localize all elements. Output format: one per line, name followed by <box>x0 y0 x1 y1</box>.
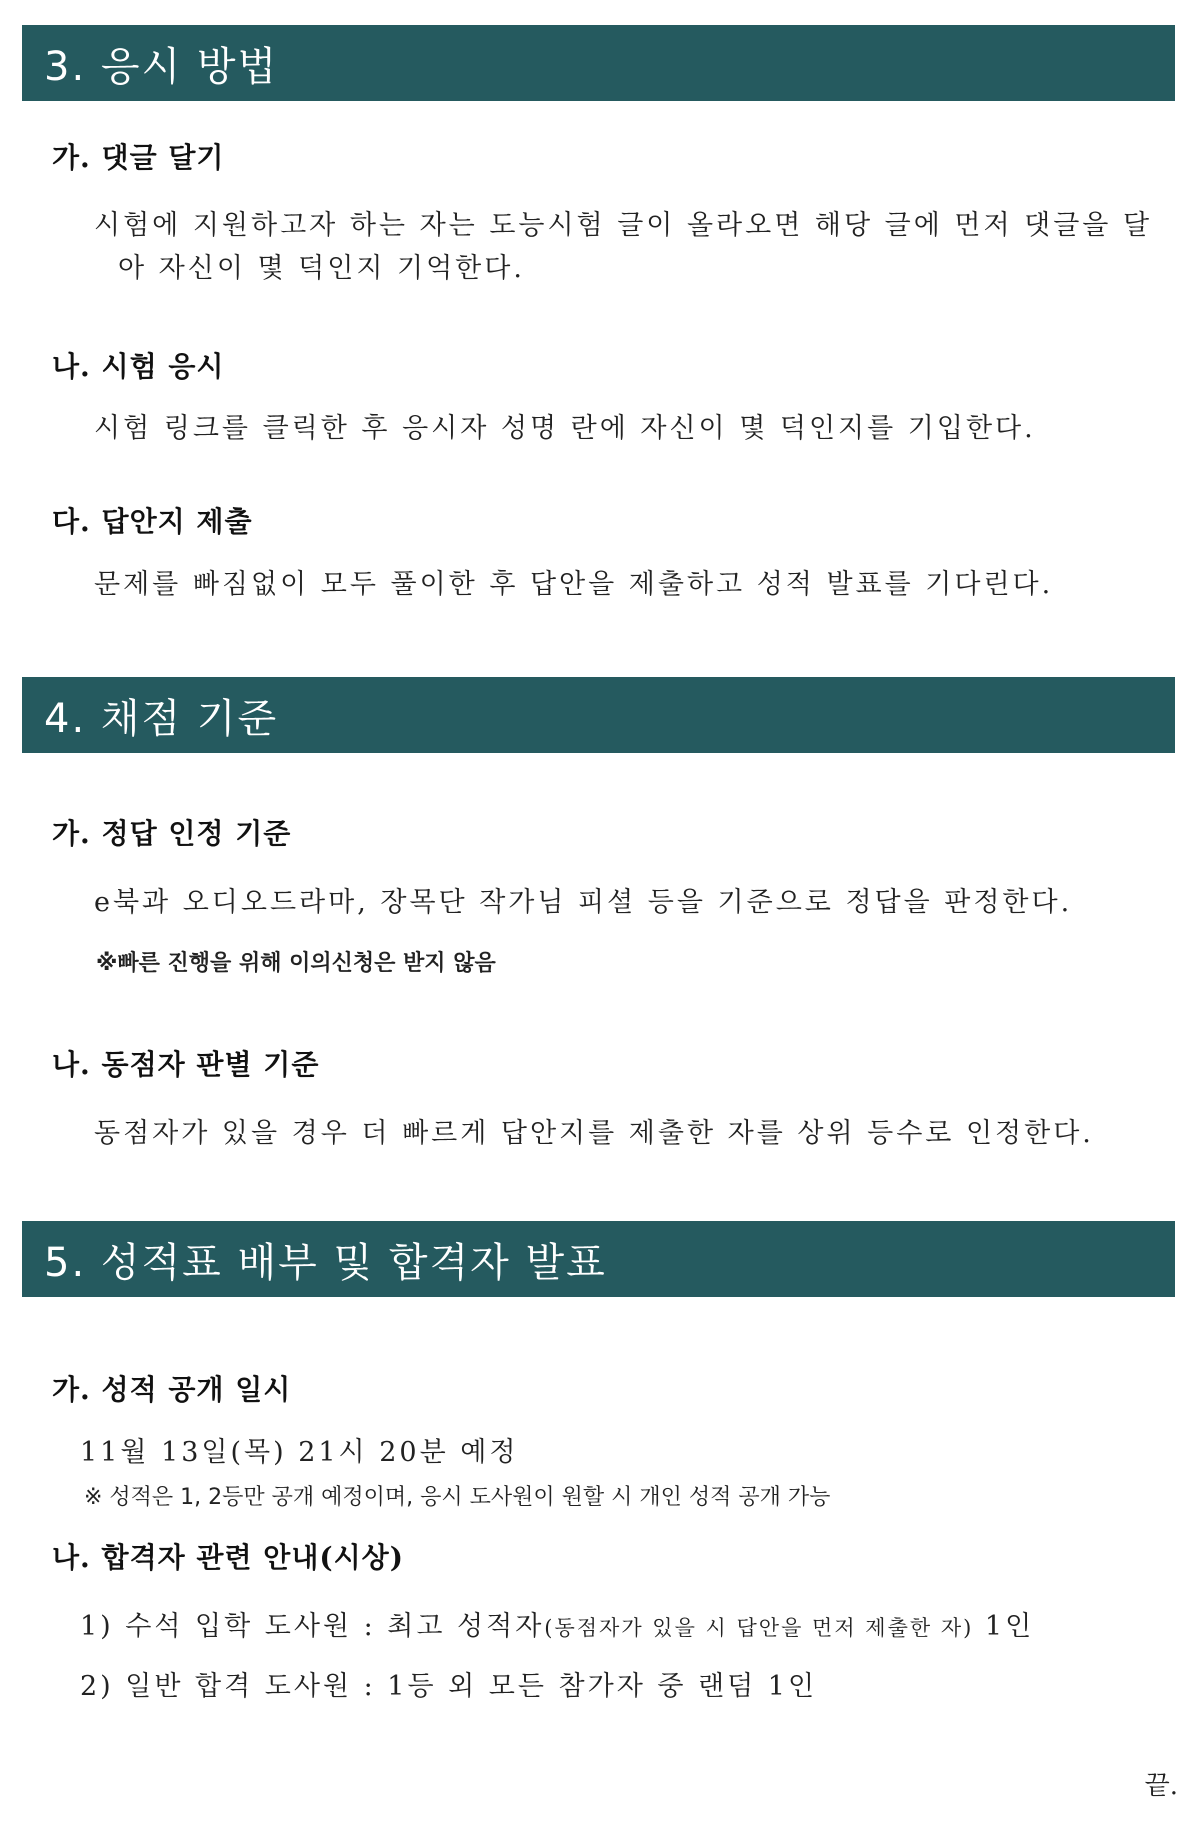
section-3-a-line1: 시험에 지원하고자 하는 자는 도능시험 글이 올라오면 해당 글에 먼저 댓글을 달 <box>94 210 1153 241</box>
section-5-b-item1-main: 1) 수석 입학 도사원 : 최고 성적자 <box>80 1611 545 1642</box>
section-4-b-line1: 동점자가 있을 경우 더 빠르게 답안지를 제출한 자를 상위 등수로 인정한다. <box>94 1118 1094 1149</box>
section-3-a-heading: 가. 댓글 달기 <box>52 141 225 174</box>
section-5-a-note: ※ 성적은 1, 2등만 공개 예정이며, 응시 도사원이 원할 시 개인 성적 공개 가능 <box>84 1485 831 1510</box>
section-5-title-bar <box>22 1221 1175 1297</box>
section-5-b-item1-paren: (동점자가 있을 시 답안을 먼저 제출한 자) <box>544 1616 974 1640</box>
section-3-a-line2: 아 자신이 몇 덕인지 기억한다. <box>118 253 525 284</box>
section-3-b-line1: 시험 링크를 클릭한 후 응시자 성명 란에 자신이 몇 덕인지를 기입한다. <box>94 413 1036 444</box>
section-4-title: 4. 채점 기준 <box>44 695 279 742</box>
section-4-a-line1: e북과 오디오드라마, 장목단 작가님 피셜 등을 기준으로 정답을 판정한다. <box>94 887 1073 918</box>
section-3-b-heading: 나. 시험 응시 <box>52 350 225 383</box>
section-5-b-item2: 2) 일반 합격 도사원 : 1등 외 모든 참가자 중 랜덤 1인 <box>80 1671 818 1702</box>
section-4-a-note: ※빠른 진행을 위해 이의신청은 받지 않음 <box>96 951 496 976</box>
section-3-title-bar <box>22 25 1175 101</box>
section-5-b-item1-tail: 1인 <box>973 1611 1035 1642</box>
section-5-a-heading: 가. 성적 공개 일시 <box>52 1373 292 1406</box>
section-3-title: 3. 응시 방법 <box>44 43 279 90</box>
section-5-a-line1: 11월 13일(목) 21시 20분 예정 <box>80 1437 519 1468</box>
section-4-b-heading: 나. 동점자 판별 기준 <box>52 1048 320 1081</box>
section-5-b-heading: 나. 합격자 관련 안내(시상) <box>52 1541 404 1574</box>
section-3-c-line1: 문제를 빠짐없이 모두 풀이한 후 답안을 제출하고 성적 발표를 기다린다. <box>94 569 1054 600</box>
section-5-b-item1 <box>80 1604 1034 1643</box>
section-4-a-heading: 가. 정답 인정 기준 <box>52 817 292 850</box>
section-4-title-bar <box>22 677 1175 753</box>
section-3-c-heading: 다. 답안지 제출 <box>52 505 253 538</box>
end-mark: 끝. <box>1144 1771 1178 1801</box>
section-5-title: 5. 성적표 배부 및 합격자 발표 <box>44 1239 607 1286</box>
